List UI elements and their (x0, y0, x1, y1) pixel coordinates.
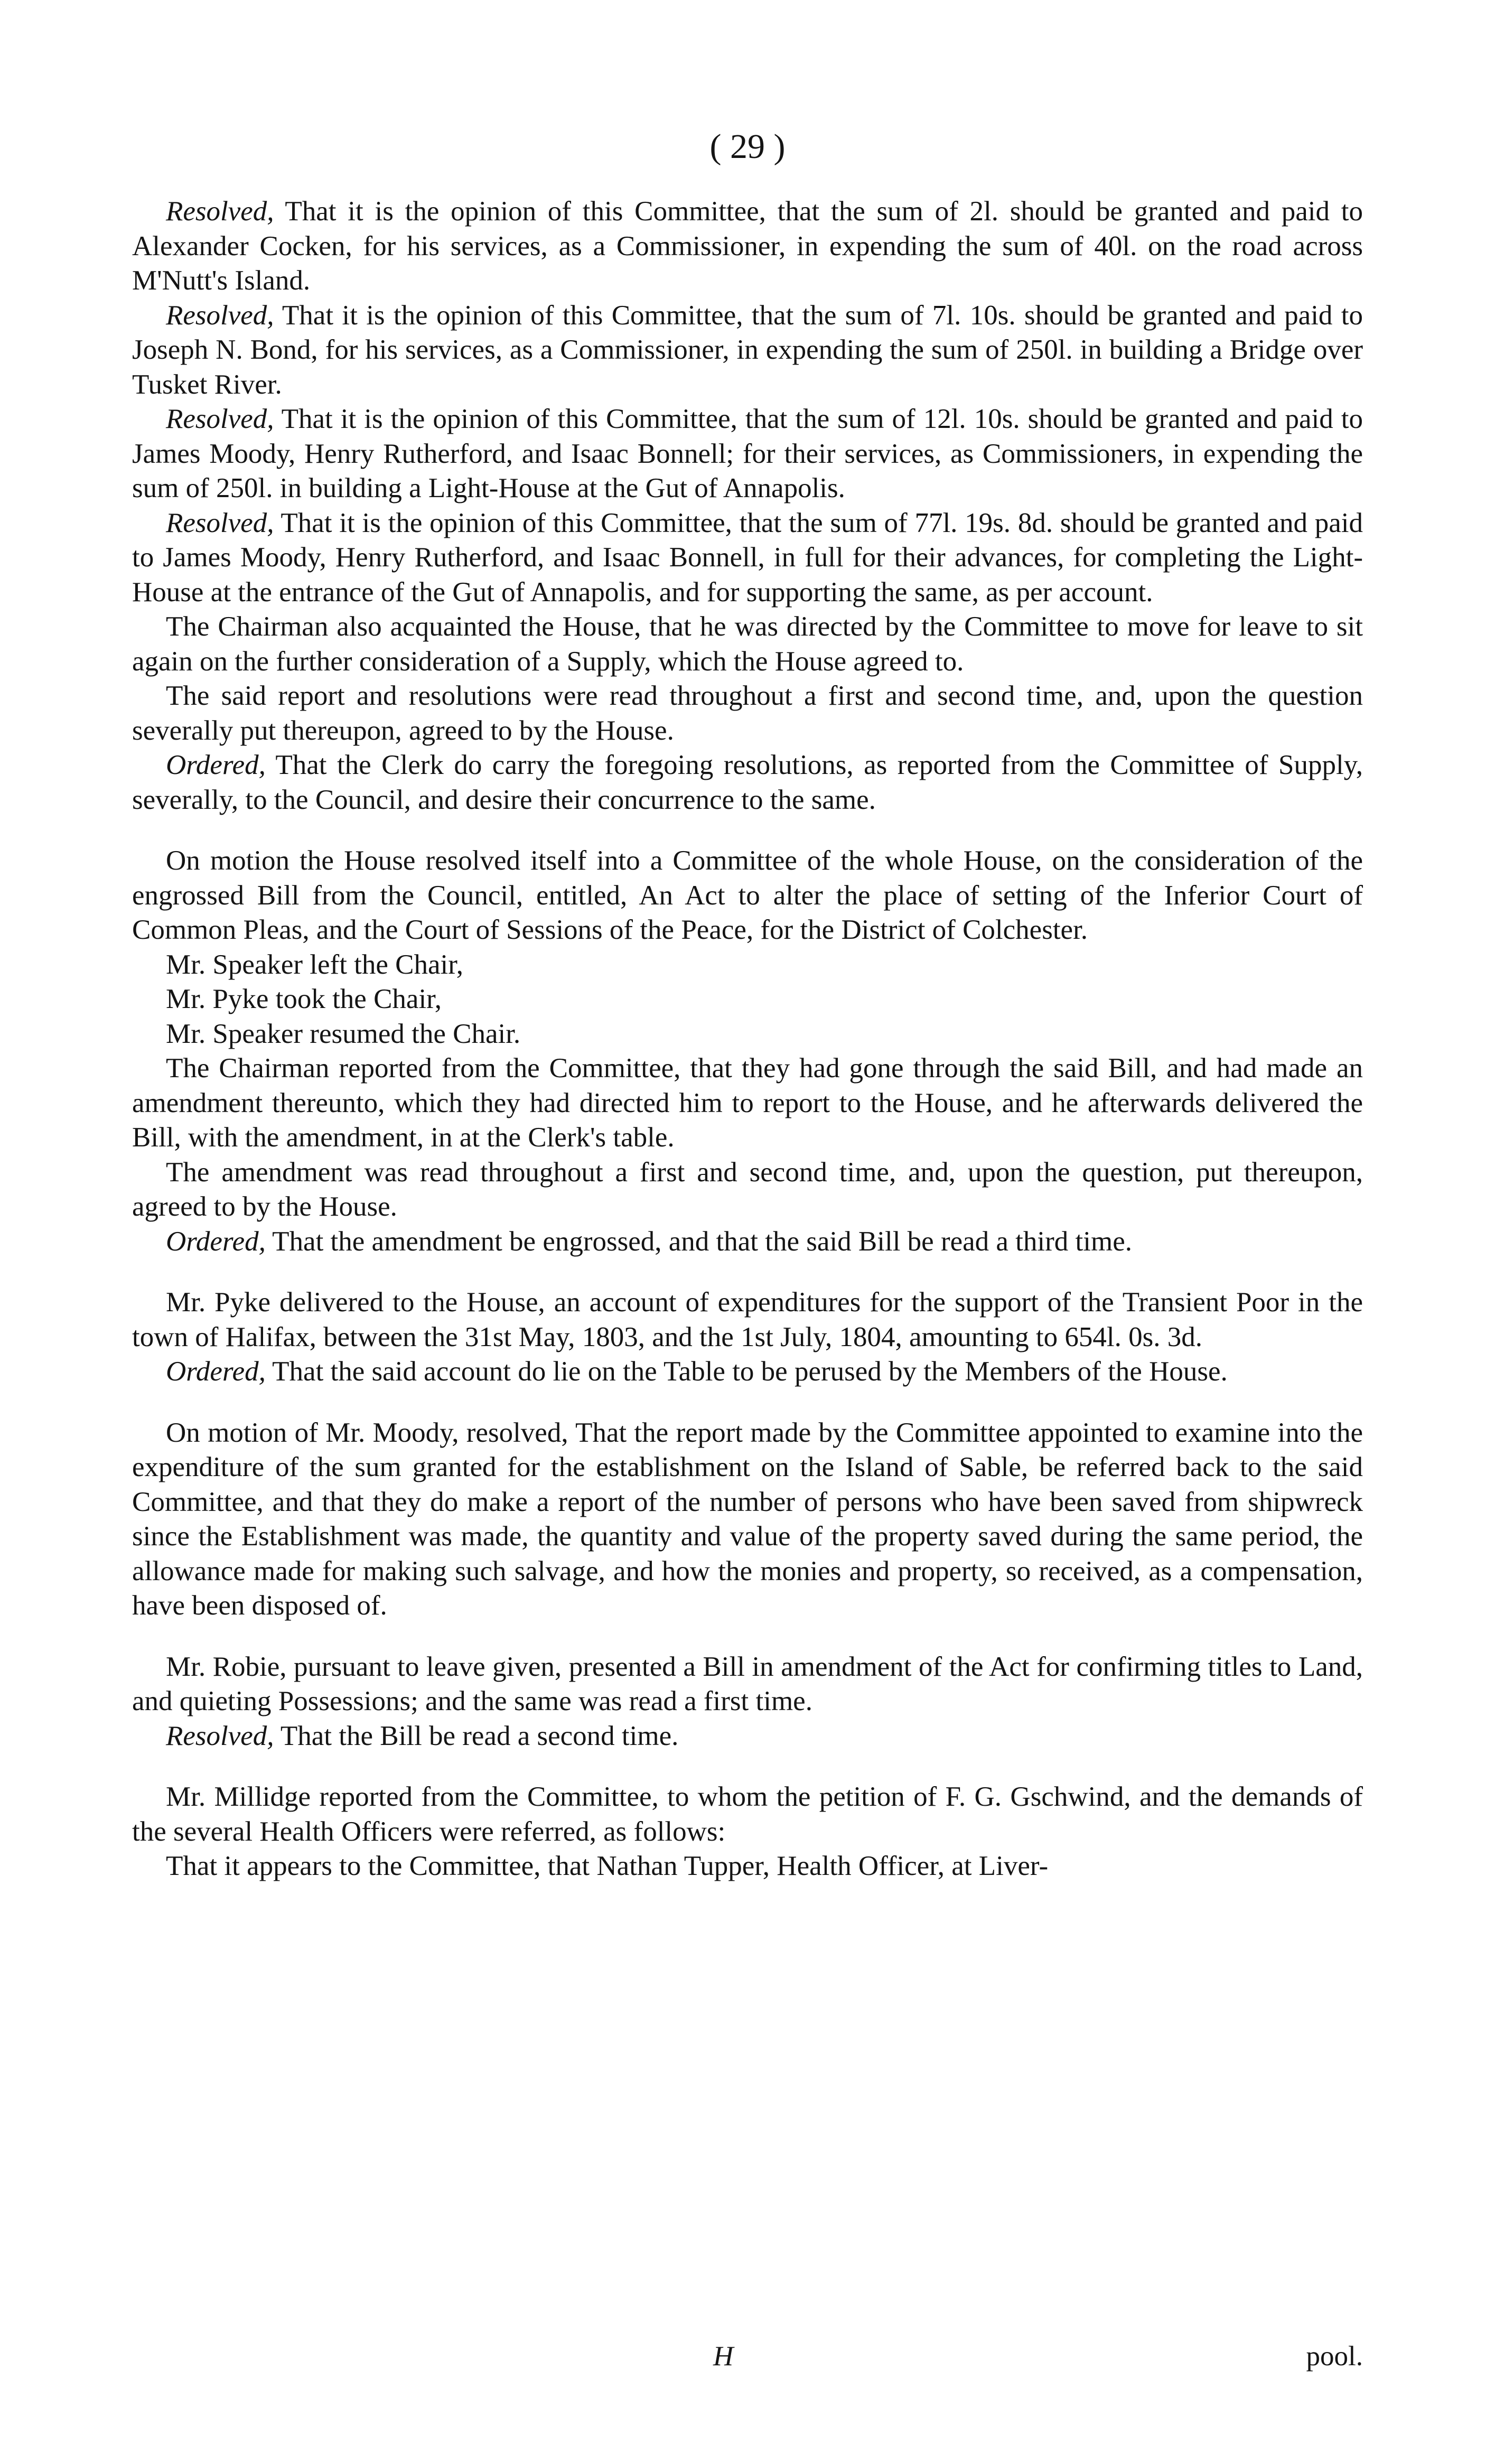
paragraph-text: That it is the opinion of this Committee, that the sum of 7l. 10s. should be granted and paid to Joseph N. Bond, for his services, as a Commissioner, in expending the sum of 250l. in building a Bridge over Tusket River. (132, 300, 1363, 400)
paragraph: Mr. Pyke took the Chair, (166, 984, 442, 1014)
paragraph: Mr. Millidge reported from the Committee, to whom the petition of F. G. Gschwind, and the demands of the several Health Officers were referred, as follows: (132, 1781, 1363, 1847)
paragraph: The Chairman also acquainted the House, that he was directed by the Committee to move for leave to sit again on the further consideration of a Supply, which the House agreed to. (132, 611, 1363, 677)
resolution-lead: Resolved, (166, 300, 274, 331)
signature-mark: H (713, 2341, 734, 2372)
paragraph (132, 1225, 1363, 1259)
paragraph-text: That the Bill be read a second time. (274, 1720, 679, 1751)
paragraph: Mr. Robie, pursuant to leave given, presented a Bill in amendment of the Act for confirming titles to Land, and quieting Possessions; and the same was read a first time. (132, 1651, 1363, 1716)
paragraph: The Chairman reported from the Committee, that they had gone through the said Bill, and had made an amendment thereunto, which they had directed him to report to the House, and he afterwards delivered the Bill, with the amendment, in at the Clerk's table. (132, 1053, 1363, 1153)
paragraph (132, 748, 1363, 817)
paragraph: Mr. Pyke delivered to the House, an account of expenditures for the support of the Transient Poor in the town of Halifax, between the 31st May, 1803, and the 1st July, 1804, amounting to 654l. 0s. 3d. (132, 1287, 1363, 1352)
page-footer (132, 2340, 1363, 2377)
paragraph (132, 402, 1363, 506)
catchword: pool. (1306, 2341, 1363, 2372)
document-body (132, 194, 1363, 1884)
resolution-lead: Resolved, (166, 507, 274, 538)
order-lead: Ordered, (166, 750, 266, 780)
paragraph-text: That it is the opinion of this Committee, that the sum of 77l. 19s. 8d. should be granted and paid to James Moody, Henry Rutherford, and Isaac Bonnell, in full for their advances, for completing the Light-House at the entrance of the Gut of Annapolis, and for supporting the same, as per account. (132, 507, 1363, 608)
paragraph (132, 298, 1363, 403)
paragraph (132, 194, 1363, 298)
paragraph: That it appears to the Committee, that Nathan Tupper, Health Officer, at Liver- (166, 1851, 1049, 1881)
paragraph-text: That the amendment be engrossed, and that the said Bill be read a third time. (265, 1226, 1132, 1257)
paragraph-text: That it is the opinion of this Committee, that the sum of 12l. 10s. should be granted and paid to James Moody, Henry Rutherford, and Isaac Bonnell; for their services, as Commissioners, in expending the sum of 250l. in building a Light-House at the Gut of Annapolis. (132, 404, 1363, 503)
resolution-lead: Resolved, (166, 196, 274, 227)
paragraph: On motion the House resolved itself into a Committee of the whole House, on the consideration of the engrossed Bill from the Council, entitled, An Act to alter the place of setting of the Inferior Court of Common Pleas, and the Court of Sessions of the Peace, for the District of Colchester. (132, 845, 1363, 945)
paragraph: The said report and resolutions were read throughout a first and second time, and, upon the question severally put thereupon, agreed to by the House. (132, 680, 1363, 746)
paragraph (132, 1355, 1363, 1389)
paragraph: The amendment was read throughout a first and second time, and, upon the question, put thereupon, agreed to by the House. (132, 1156, 1363, 1222)
paragraph: Mr. Speaker resumed the Chair. (166, 1018, 521, 1049)
order-lead: Ordered, (166, 1356, 266, 1387)
resolution-lead: Resolved, (166, 1720, 274, 1751)
paragraph (132, 1719, 1363, 1754)
paragraph (132, 506, 1363, 610)
paragraph-text: That it is the opinion of this Committee, that the sum of 2l. should be granted and paid to Alexander Cocken, for his services, as a Commissioner, in expending the sum of 40l. on the road across M'Nutt's Island. (132, 196, 1363, 296)
paragraph-text: That the said account do lie on the Table to be perused by the Members of the House. (265, 1356, 1228, 1387)
order-lead: Ordered, (166, 1226, 266, 1257)
paragraph-text: That the Clerk do carry the foregoing resolutions, as reported from the Committee of Supply, severally, to the Council, and desire their concurrence to the same. (132, 750, 1363, 815)
resolution-lead: Resolved, (166, 404, 274, 434)
paragraph: Mr. Speaker left the Chair, (166, 949, 464, 980)
paragraph: On motion of Mr. Moody, resolved, That the report made by the Committee appointed to examine into the expenditure of the sum granted for the establishment on the Island of Sable, be referred back to the said Committee, and that they do make a report of the number of persons who have been saved from shipwreck since the Establishment was made, the quantity and value of the property saved during the same period, the allowance made for making such salvage, and how the monies and property, so received, as a compensation, have been disposed of. (132, 1417, 1363, 1621)
page-number: ( 29 ) (709, 127, 786, 166)
